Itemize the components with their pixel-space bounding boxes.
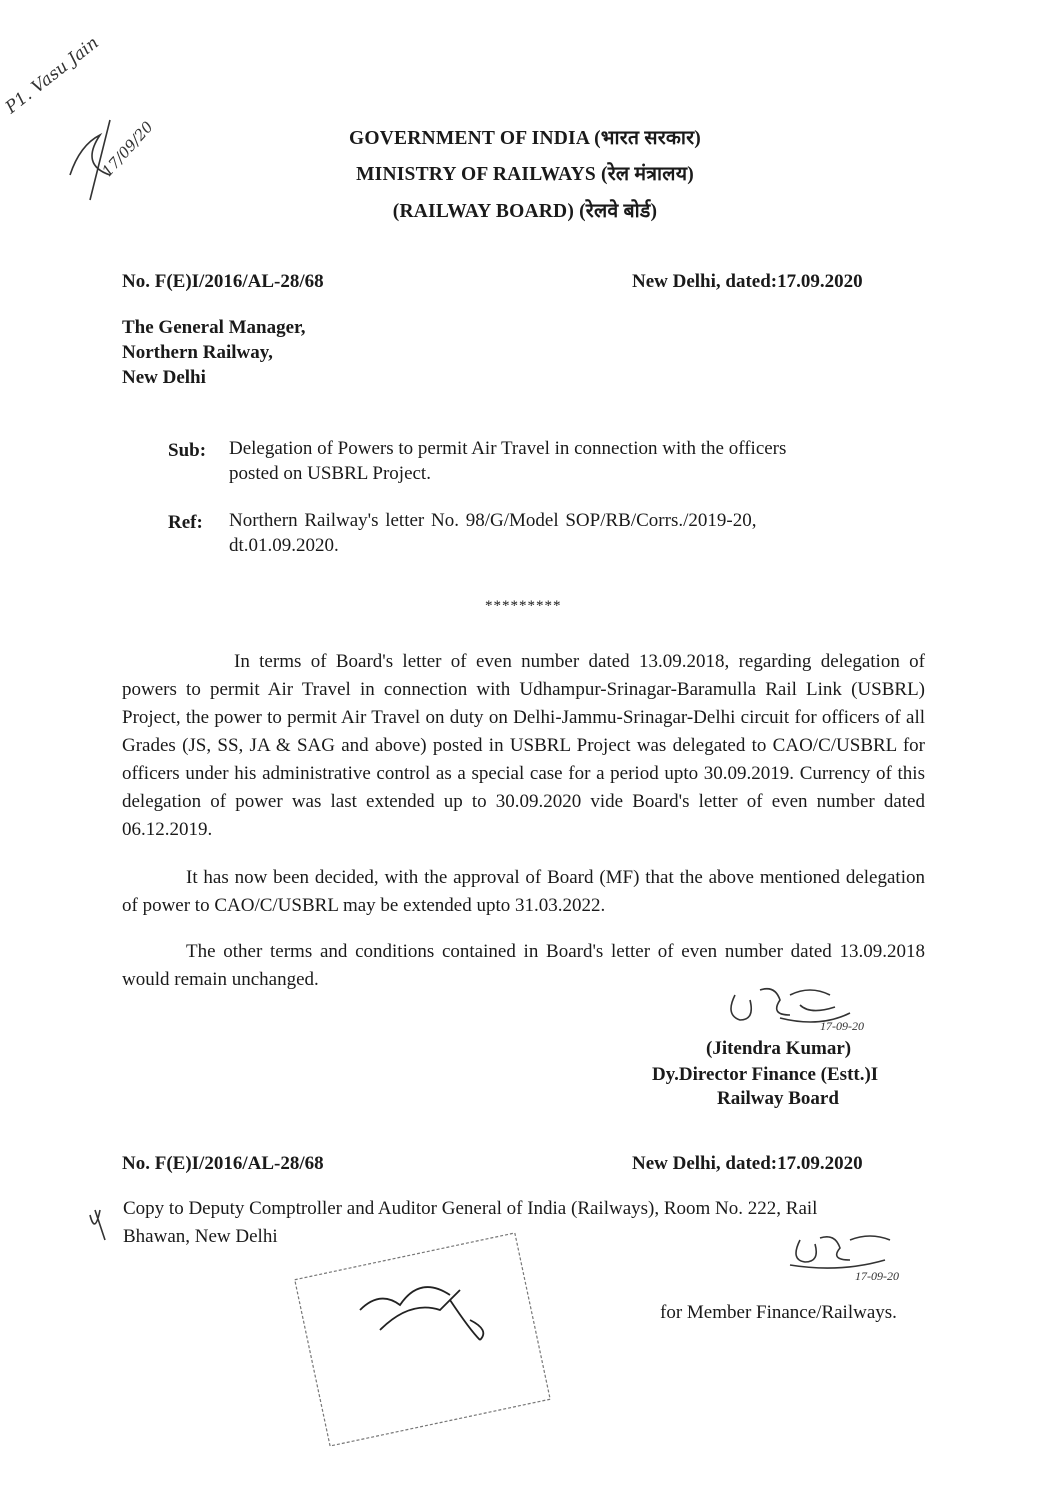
received-stamp xyxy=(295,1233,550,1446)
copy-letter-date: New Delhi, dated:17.09.2020 xyxy=(632,1153,863,1174)
header-ministry: MINISTRY OF RAILWAYS (रेल मंत्रालय) xyxy=(356,164,694,185)
signature-icon xyxy=(731,989,864,1033)
addressee-line: New Delhi xyxy=(122,367,206,388)
paragraph-text: It has now been decided, with the approval of Board (MF) that the above mentioned delegation of power to CAO/C/USBRL may be extended upto 31.03.2022. xyxy=(122,867,925,916)
reference-text: Northern Railway's letter No. 98/G/Model SOP/RB/Corrs./2019-20, xyxy=(229,510,757,531)
copy-to-text: Copy to Deputy Comptroller and Auditor General of India (Railways), Room No. 222, Rail xyxy=(123,1198,818,1219)
subject-label: Sub: xyxy=(168,440,207,461)
letter-date: New Delhi, dated:17.09.2020 xyxy=(632,271,863,292)
addressee-line: The General Manager, xyxy=(122,317,306,338)
reference-text: dt.01.09.2020. xyxy=(229,535,339,556)
for-member-finance: for Member Finance/Railways. xyxy=(660,1302,897,1323)
copy-signature-icon xyxy=(90,1210,899,1283)
header-government: GOVERNMENT OF INDIA (भारत सरकार) xyxy=(349,128,701,149)
reference-label: Ref: xyxy=(168,512,203,533)
paragraph-text: The other terms and conditions contained in Board's letter of even number dated 13.09.2018 would remain unchanged. xyxy=(122,941,925,990)
top-left-handwritten-date: 17/09/20 xyxy=(98,117,157,181)
separator: ********* xyxy=(485,598,562,614)
top-left-handwritten-note: P1. Vasu Jain xyxy=(1,32,103,118)
subject-text: Delegation of Powers to permit Air Travel in connection with the officers xyxy=(229,438,787,459)
letter-number: No. F(E)I/2016/AL-28/68 xyxy=(122,271,324,292)
subject-text: posted on USBRL Project. xyxy=(229,463,431,484)
signatory-office: Railway Board xyxy=(717,1088,839,1109)
addressee-line: Northern Railway, xyxy=(122,342,273,363)
signatory-name: (Jitendra Kumar) xyxy=(706,1038,852,1059)
signatory-designation: Dy.Director Finance (Estt.)I xyxy=(652,1064,879,1085)
svg-text:17-09-20: 17-09-20 xyxy=(855,1269,899,1283)
copy-letter-number: No. F(E)I/2016/AL-28/68 xyxy=(122,1153,324,1174)
header-board: (RAILWAY BOARD) (रेलवे बोर्ड) xyxy=(392,201,658,222)
svg-text:17-09-20: 17-09-20 xyxy=(820,1019,864,1033)
paragraph-text: In terms of Board's letter of even number dated 13.09.2018, regarding delegation of powers to permit Air Travel in connection with Udhampur-Srinagar-Baramulla Rail Link (USBRL) Project, the power to permit Air Travel on duty on Delhi-Jammu-Srinagar-Delhi circuit for officers of all Grades (JS, SS, JA & SAG and above) posted in USBRL Project was delegated to CAO/C/USBRL for officers under his administrative control as a special case for a period upto 30.09.2019. Currency of this delegation of power was last extended up to 30.09.2020 vide Board's letter of even number dated 06.12.2019. xyxy=(122,651,925,840)
copy-to-text: Bhawan, New Delhi xyxy=(123,1226,278,1247)
top-left-initials-icon xyxy=(70,120,110,200)
